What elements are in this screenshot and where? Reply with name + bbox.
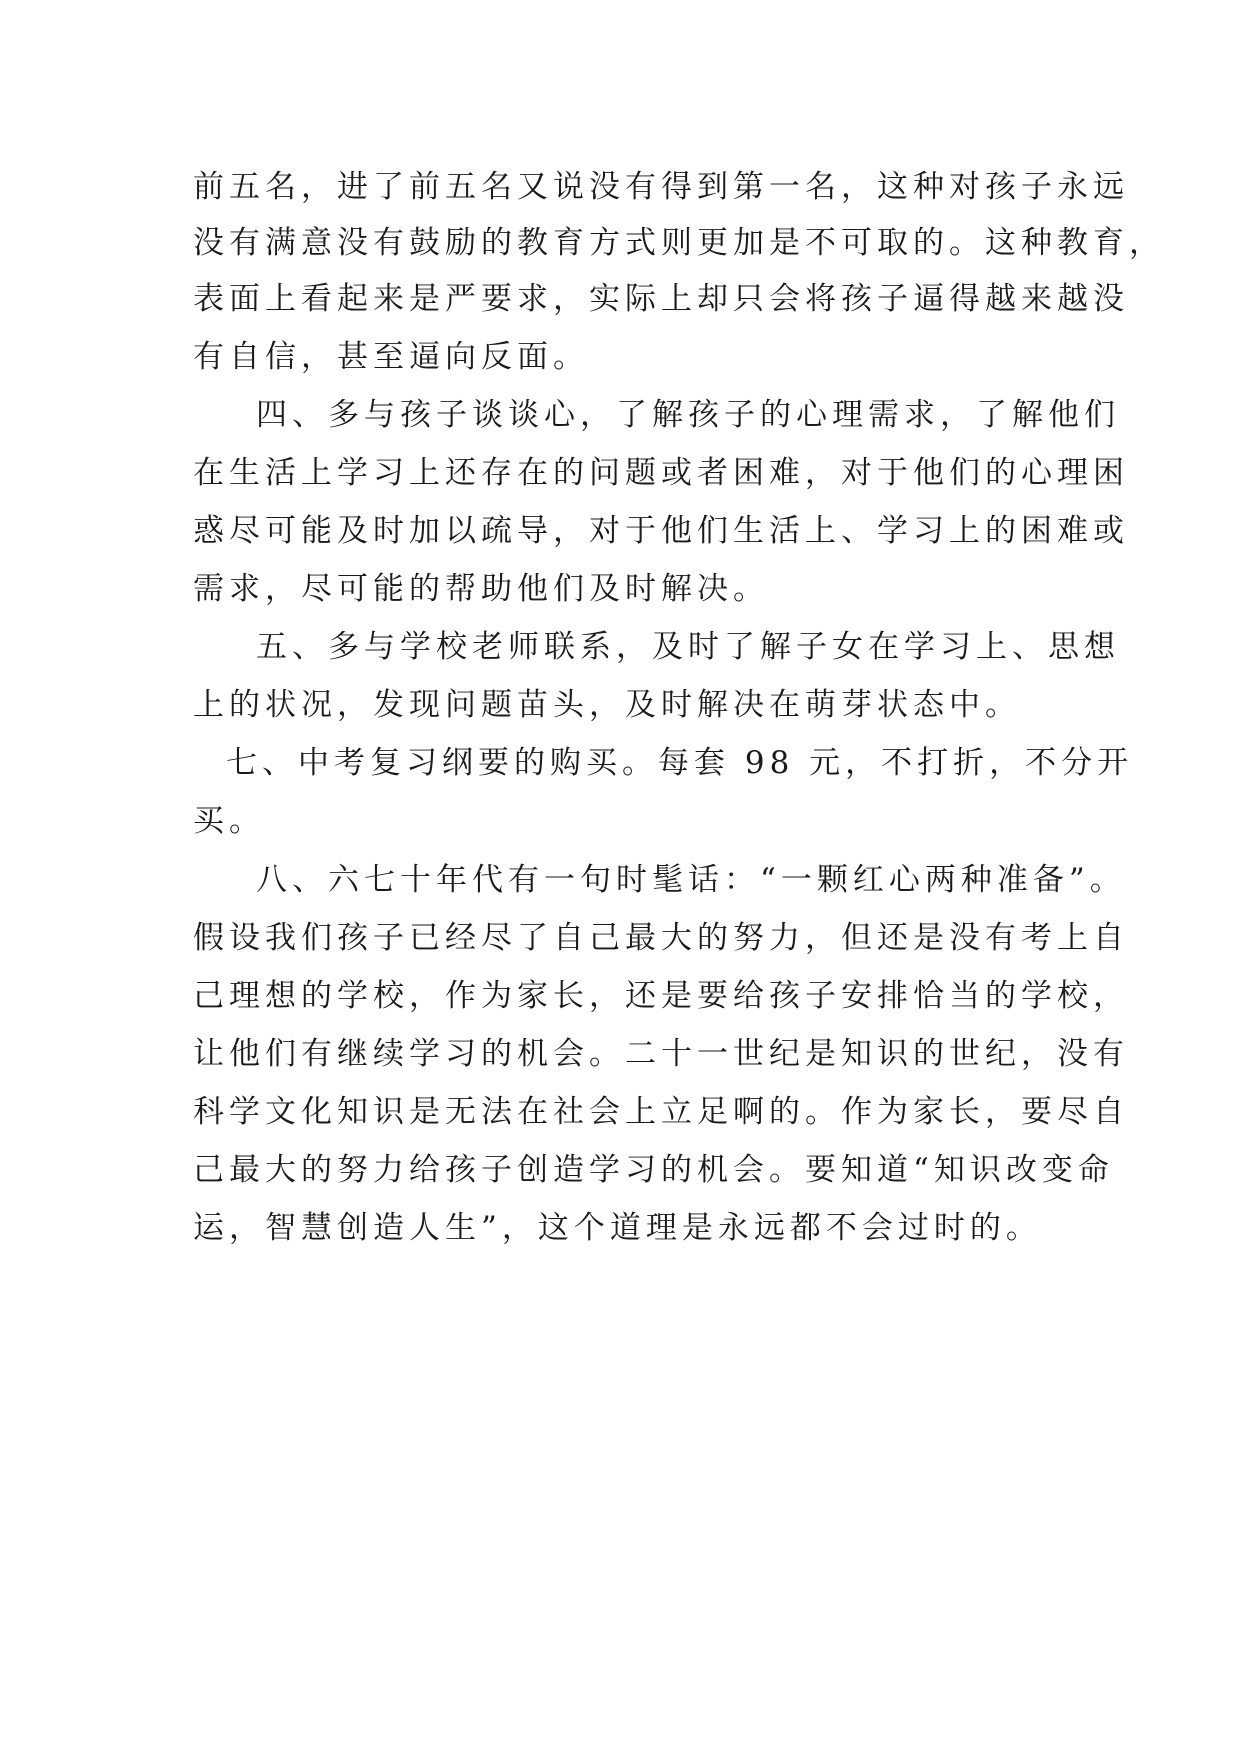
text-line: 假设我们孩子已经尽了自己最大的努力，但还是没有考上自 <box>193 920 1129 956</box>
paragraph-7-first-line: 七、中考复习纲要的购买。每套 98 元，不打折，不分开 <box>226 745 1134 781</box>
text-line: 在生活上学习上还存在的问题或者困难，对于他们的心理困 <box>193 455 1129 491</box>
text-line: 上的状况，发现问题苗头，及时解决在萌芽状态中。 <box>193 687 1021 723</box>
paragraph-5-first-line: 五、多与学校老师联系，及时了解子女在学习上、思想 <box>256 629 1120 665</box>
text-line: 惑尽可能及时加以疏导，对于他们生活上、学习上的困难或 <box>193 513 1129 549</box>
text-line: 表面上看起来是严要求，实际上却只会将孩子逼得越来越没 <box>193 281 1129 317</box>
text-line: 运，智慧创造人生”，这个道理是永远都不会过时的。 <box>193 1210 1042 1246</box>
text-line: 前五名，进了前五名又说没有得到第一名，这种对孩子永远 <box>193 169 1129 205</box>
text-line: 需求，尽可能的帮助他们及时解决。 <box>193 571 769 607</box>
paragraph-8-first-line: 八、六七十年代有一句时髦话：“一颗红心两种准备”。 <box>256 862 1126 898</box>
text-line: 买。 <box>193 803 265 839</box>
paragraph-4-first-line: 四、多与孩子谈谈心，了解孩子的心理需求，了解他们 <box>256 397 1120 433</box>
text-line: 有自信，甚至逼向反面。 <box>193 339 589 375</box>
text-line: 己理想的学校，作为家长，还是要给孩子安排恰当的学校， <box>193 978 1129 1014</box>
text-line: 己最大的努力给孩子创造学习的机会。要知道“知识改变命 <box>193 1152 1114 1188</box>
text-line: 没有满意没有鼓励的教育方式则更加是不可取的。这种教育， <box>193 225 1165 261</box>
text-line: 让他们有继续学习的机会。二十一世纪是知识的世纪，没有 <box>193 1036 1129 1072</box>
text-line: 科学文化知识是无法在社会上立足啊的。作为家长，要尽自 <box>193 1094 1129 1130</box>
